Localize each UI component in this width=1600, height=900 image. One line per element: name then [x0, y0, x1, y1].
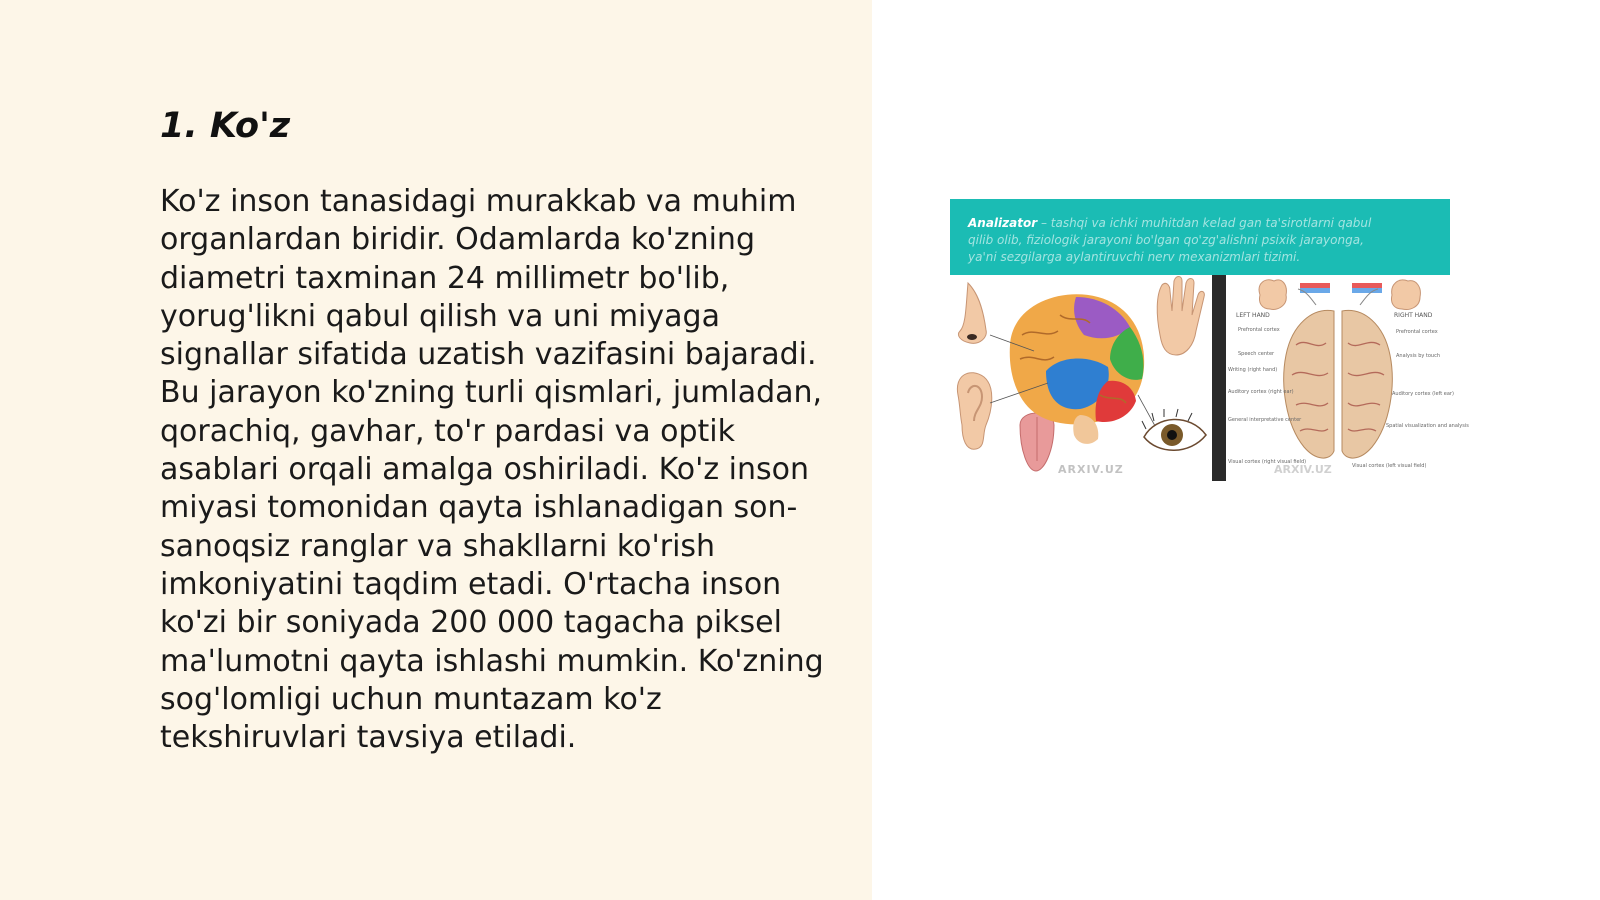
- label-left-5: General interpretative center: [1228, 417, 1302, 423]
- figure-divider: [1212, 275, 1226, 481]
- eye-icon: [1142, 409, 1206, 450]
- label-right-3: Auditory cortex (left ear): [1392, 391, 1454, 397]
- banner-line-2: qilib olib, fiziologik jarayoni bo'lgan qo'zg'alishni psixik jarayonga,: [968, 233, 1364, 247]
- brain-icon: [990, 294, 1160, 444]
- hand-icon: [1157, 277, 1204, 356]
- slide-body-text: Ko'z inson tanasidagi murakkab va muhim organlardan biridir. Odamlarda ko'zning diametri taxminan 24 millimetr bo'lib, yorug'likni qabul qilish va uni miyaga signallar sifatida uzatish vazifasini bajaradi. Bu jarayon ko'zning turli qismlari, jumladan, qorachiq, gavhar, to'r pardasi va optik asablari orqali amalga oshiriladi. Ko'z inson miyasi tomonidan qayta ishlanadigan son-sanoqsiz ranglar va shakllarni ko'rish imkoniyatini taqdim etadi. O'rtacha inson ko'zi bir soniyada 200 000 tagacha piksel ma'lumotni qayta ishlashi mumkin. Ko'zning sog'lomligi uchun muntazam ko'z tekshiruvlari tavsiya etiladi.: [160, 184, 824, 756]
- label-right-4: Spatial visualization and analysis: [1386, 423, 1469, 429]
- label-left-6: Visual cortex (right visual field): [1228, 459, 1307, 465]
- watermark-left: ARXIV.UZ: [1058, 463, 1124, 476]
- right-hand-icon: [1391, 280, 1420, 310]
- label-left-2: Speech center: [1238, 351, 1275, 357]
- label-left-3: Writing (right hand): [1228, 367, 1278, 373]
- label-right-1: Prefrontal cortex: [1396, 329, 1438, 335]
- label-right-5: Visual cortex (left visual field): [1352, 463, 1427, 469]
- senses-brain-drawing: [950, 275, 1212, 481]
- left-hand-icon: [1259, 280, 1286, 310]
- brain-hemispheres-icon: [1284, 289, 1393, 458]
- banner-term: Analizator: [968, 216, 1038, 230]
- nose-icon: [958, 283, 986, 343]
- hemispheres-drawing: [1226, 275, 1469, 481]
- label-right-hand: RIGHT HAND: [1394, 312, 1433, 319]
- label-right-2: Analysis by touch: [1396, 353, 1441, 359]
- label-left-4: Auditory cortex (right ear): [1228, 389, 1294, 395]
- slide-title: 1. Ko'z: [160, 106, 291, 146]
- ear-icon: [957, 373, 991, 450]
- banner-line-3: ya'ni sezgilarga aylantiruvchi nerv mexanizmlari tizimi.: [968, 250, 1301, 264]
- watermark-right: ARXIV.UZ: [1274, 463, 1332, 476]
- label-left-1: Prefrontal cortex: [1238, 327, 1280, 333]
- banner-line-1: – tashqi va ichki muhitdan kelad gan ta'sirotlarni qabul: [1037, 216, 1372, 230]
- tongue-icon: [1020, 413, 1054, 471]
- figure-banner: [950, 199, 1450, 275]
- analyzer-illustration: [950, 199, 1469, 481]
- label-left-hand: LEFT HAND: [1236, 312, 1270, 319]
